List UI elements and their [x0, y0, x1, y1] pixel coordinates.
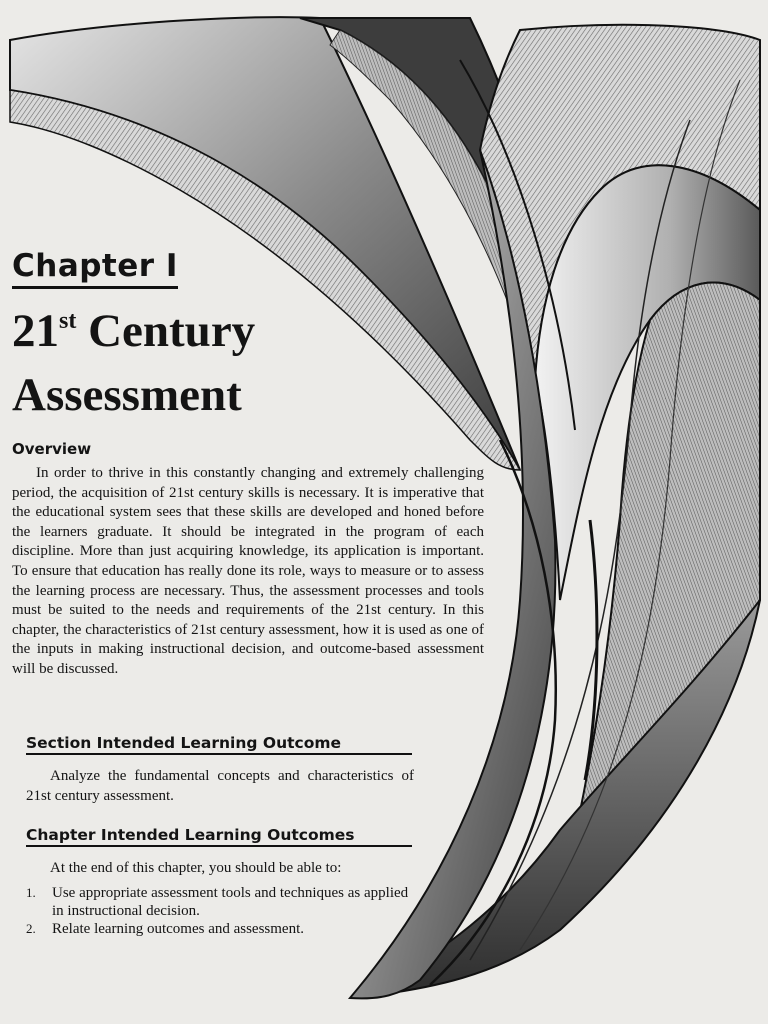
- chapter-title-line-1: [12, 305, 256, 357]
- chapter-outcomes-intro: At the end of this chapter, you should be able to:: [50, 860, 342, 876]
- title-word: Century: [76, 305, 256, 357]
- overview-paragraph: In order to thrive in this constantly changing and extremely challenging period, the acquisition of 21st century skills is necessary. It is imperative that the educational system sees that these skills are developed and honed before the learners graduate. It should be integrated in the program of each discipline. More than just acquiring knowledge, its application is important. To ensure that education has really done its role, ways to measure or to assess the learning process are necessary. Thus, the assessment processes and tools must be suited to the needs and requirements of the 21st century. In this chapter, the characteristics of 21st century assessment, how it is used as one of the inputs in making instructional decision, and outcome-based assessment will be discussed.: [12, 465, 484, 677]
- outcomes-list: [26, 884, 416, 938]
- section-outcome-heading: Section Intended Learning Outcome: [26, 734, 412, 755]
- overview-heading: Overview: [12, 440, 92, 458]
- list-text: Use appropriate assessment tools and techniques as applied in instructional decision.: [52, 885, 409, 919]
- list-number: 2.: [26, 921, 36, 936]
- section-outcome-text: Analyze the fundamental concepts and characteristics of 21st century assessment.: [26, 768, 414, 804]
- list-item: [26, 920, 416, 938]
- list-item: [26, 884, 416, 920]
- chapter-outcomes-heading: Chapter Intended Learning Outcomes: [26, 826, 412, 847]
- title-ordinal: st: [59, 308, 77, 334]
- list-text: Relate learning outcomes and assessment.: [52, 921, 305, 937]
- list-number: 1.: [26, 885, 36, 900]
- title-number: 21: [12, 305, 59, 357]
- chapter-title-line-2: Assessment: [12, 369, 242, 421]
- chapter-label: Chapter I: [12, 248, 178, 289]
